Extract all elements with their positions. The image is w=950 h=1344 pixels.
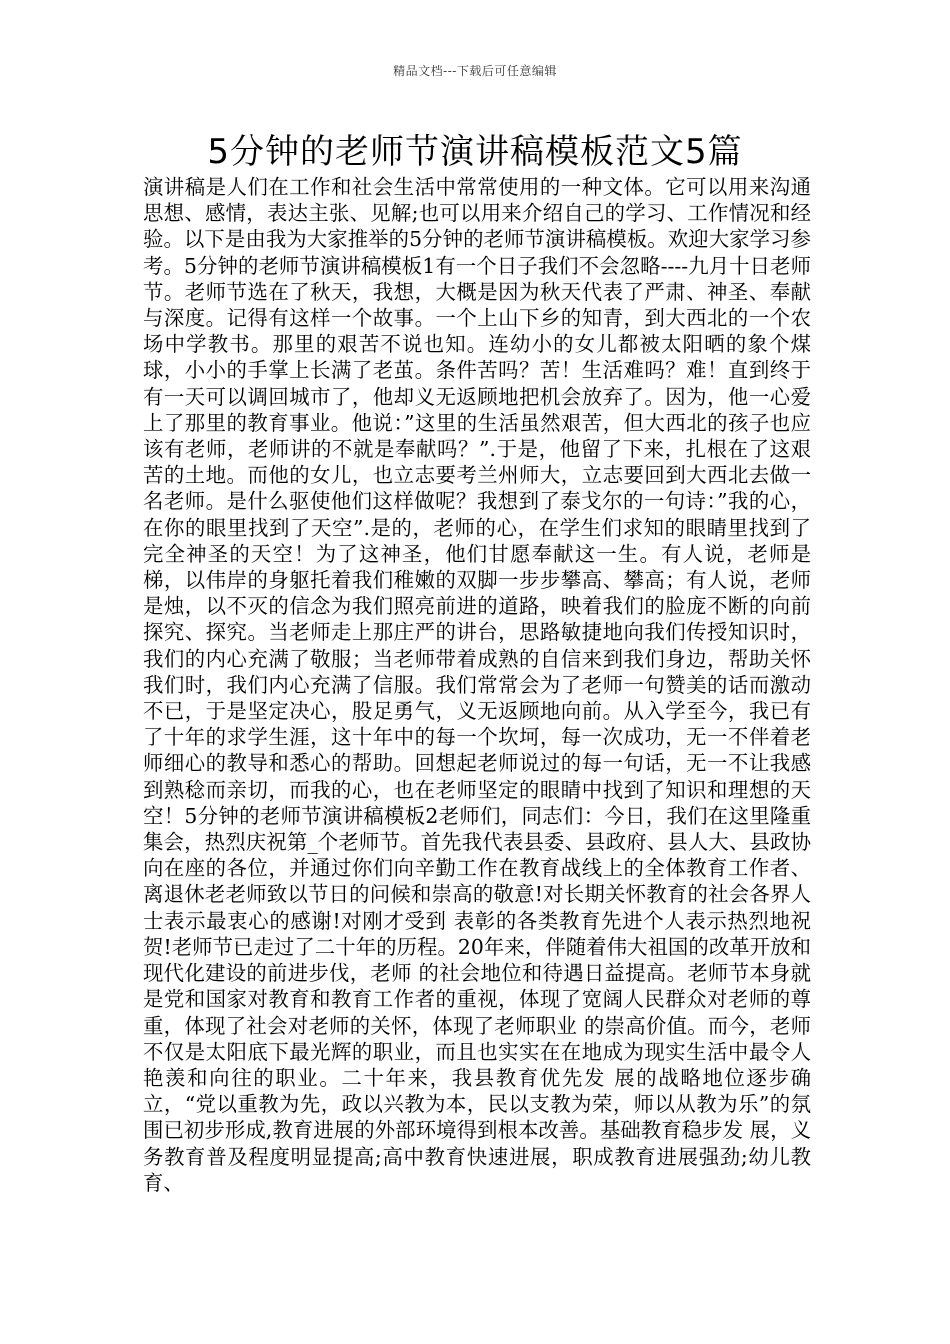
page-header: 精品文档---下载后可任意编辑 <box>393 64 557 78</box>
document-body: 演讲稿是人们在工作和社会生活中常常使用的一种文体。它可以用来沟通思想、感情，表达主张、见解;也可以用来介绍自己的学习、工作情况和经验。以下是由我为大家推举的5分钟的老师节演讲稿模板。欢迎大家学习参考。5分钟的老师节演讲稿模板1有一个日子我们不会忽略----九月十日老师节。老师节选在了秋天，我想，大概是因为秋天代表了严肃、神圣、奉献与深度。记得有这样一个故事。一个上山下乡的知青，到大西北的一个农场中学教书。那里的艰苦不说也知。连幼小的女儿都被太阳晒的象个煤球，小小的手掌上长满了老茧。条件苦吗？苦！生活难吗？难！直到终于有一天可以调回城市了，他却义无返顾地把机会放弃了。因为，他一心爱上了那里的教育事业。他说：”这里的生活虽然艰苦，但大西北的孩子也应该有老师，老师讲的不就是奉献吗？”.于是，他留了下来，扎根在了这艰苦的土地。而他的女儿，也立志要考兰州师大，立志要回到大西北去做一名老师。是什么驱使他们这样做呢？我想到了泰戈尔的一句诗：”我的心，在你的眼里找到了天空”.是的，老师的心，在学生们求知的眼睛里找到了完全神圣的天空！为了这神圣，他们甘愿奉献这一生。有人说，老师是梯，以伟岸的身躯托着我们稚嫩的双脚一步步攀高、攀高；有人说，老师是烛，以不灭的信念为我们照亮前进的道路，映着我们的脸庞不断的向前探究、探究。当老师走上那庄严的讲台，思路敏捷地向我们传授知识时，我们的内心充满了敬服；当老师带着成熟的自信来到我们身边，帮助关怀我们时，我们内心充满了信服。我们常常会为了老师一句赞美的话而激动不已，于是坚定决心，股足勇气，义无返顾地向前。从入学至今，我已有了十年的求学生涯，这十年中的每一个坎坷，每一次成功，无一不伴着老师细心的教导和悉心的帮助。回想起老师说过的每一句话，无一不让我感到熟稔而亲切，而我的心，也在老师坚定的眼睛中找到了知识和理想的天空！5分钟的老师节演讲稿模板2老师们，同志们：今日，我们在这里隆重集会，热烈庆祝第_个老师节。首先我代表县委、县政府、县人大、县政协向在座的各位，并通过你们向辛勤工作在教育战线上的全体教育工作者、离退休老老师致以节日的问候和崇高的敬意!对长期关怀教育的社会各界人士表示最衷心的感谢!对刚才受到 表彰的各类教育先进个人表示热烈地祝贺!老师节已走过了二十年的历程。20年来，伴随着伟大祖国的改革开放和现代化建设的前进步伐，老师 的社会地位和待遇日益提高。老师节本身就是党和国家对教育和教育工作者的重视，体现了宽阔人民群众对老师的尊重，体现了社会对老师的关怀，体现了老师职业 的崇高价值。而今，老师不仅是太阳底下最光辉的职业，而且也实实在在地成为现实生活中最令人艳羡和向往的职业。二十年来，我县教育优先发 展的战略地位逐步确立，“党以重教为先，政以兴教为本，民以支教为荣，师以从教为乐”的氛围已初步形成,教育进展的外部环境得到根本改善。基础教育稳步发 展，义务教育普及程度明显提高;高中教育快速进展，职成教育进展强劲;幼儿教育、 <box>143 175 811 1195</box>
document-title: 5分钟的老师节演讲稿模板范文5篇 <box>207 132 743 172</box>
